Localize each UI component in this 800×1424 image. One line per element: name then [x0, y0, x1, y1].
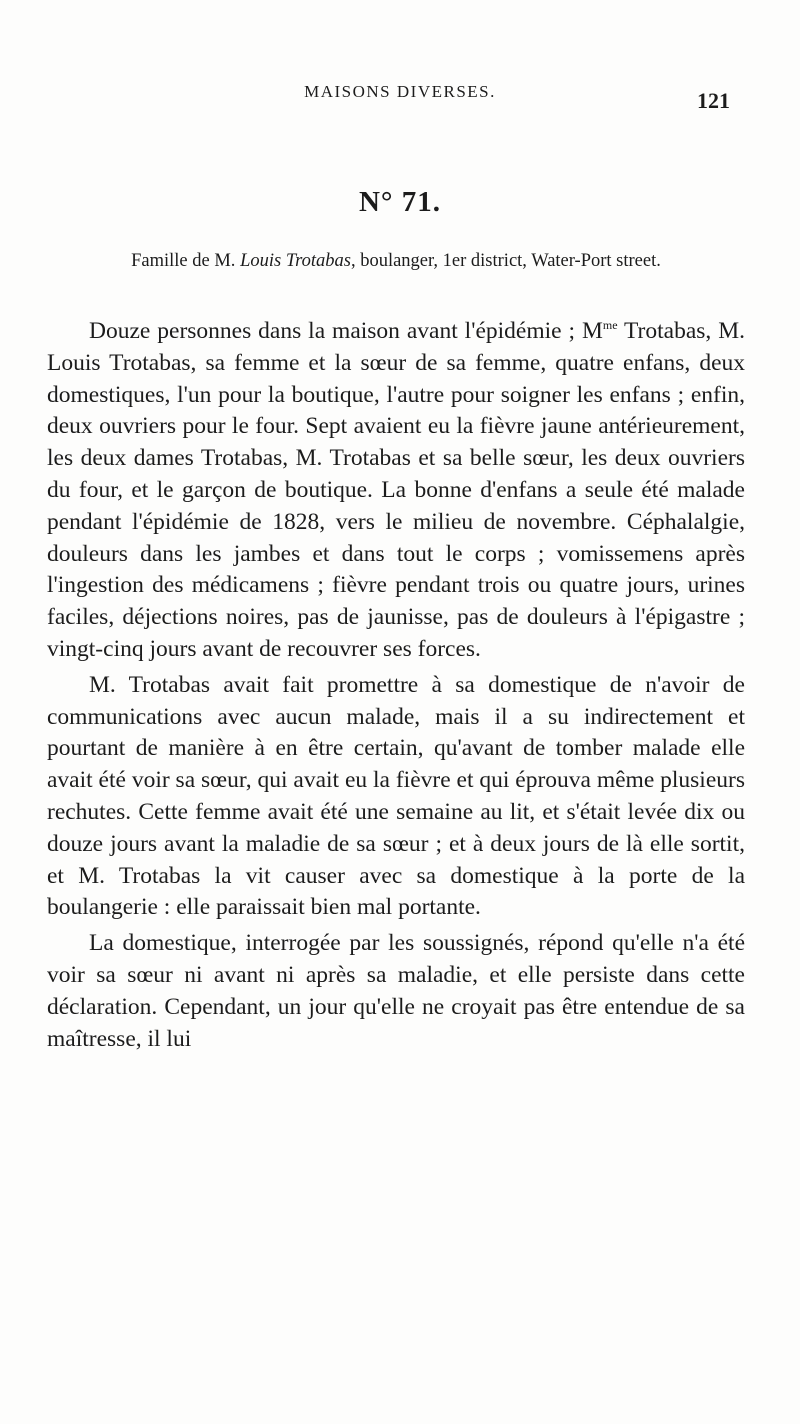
subtitle-prefix: Famille de M.: [131, 251, 241, 271]
entry-subtitle: [46, 248, 746, 275]
paragraph-1-superscript: me: [602, 318, 618, 332]
paragraph-1-lead: Douze personnes dans la maison avant l'épidémie ; M: [89, 318, 603, 344]
subtitle-person-name: Louis Trotabas: [240, 251, 351, 271]
subtitle-suffix: , boulanger, 1er district, Water-Port street.: [350, 251, 661, 271]
paragraph-2: M. Trotabas avait fait promettre à sa domestique de n'avoir de communications avec aucun malade, mais il a su indirectement et pourtant de manière à en être certain, qu'avant de tomber malade elle avait été voir sa sœur, qui avait eu la fièvre et qui éprouva même plusieurs rechutes. Cette femme avait été une semaine au lit, et s'était levée dix ou douze jours avant la maladie de sa sœur ; et à deux jours de là elle sortit, et M. Trotabas la vit causer avec sa domestique à la porte de la boulangerie : elle paraissait bien mal portante.: [47, 671, 745, 921]
running-title: MAISONS DIVERSES.: [304, 82, 496, 101]
page-number: 121: [697, 88, 730, 113]
paragraph-1-text: Trotabas, M. Louis Trotabas, sa femme et la sœur de sa femme, quatre enfans, deux domestiques, l'un pour la boutique, l'autre pour soigner les enfans ; enfin, deux ouvriers pour le four. Sept avaient eu la fièvre jaune antérieurement, les deux dames Trotabas, M. Trotabas et sa belle sœur, les deux ouvriers du four, et le garçon de boutique. La bonne d'enfans a seule été malade pendant l'épidémie de 1828, vers le milieu de novembre. Céphalalgie, douleurs dans les jambes et dans tout le corps ; vomissemens après l'ingestion des médicamens ; fièvre pendant trois ou quatre jours, urines faciles, déjections noires, pas de jaunisse, pas de douleurs à l'épigastre ; vingt-cinq jours avant de recouvrer ses forces.: [47, 318, 745, 662]
paragraph-1: [47, 316, 745, 666]
paragraph-3: La domestique, interrogée par les soussignés, répond qu'elle n'a été voir sa sœur ni avant ni après sa maladie, et elle persiste dans cette déclaration. Cependant, un jour qu'elle ne croyait pas être entendue de sa maîtresse, il lui: [47, 930, 745, 1052]
entry-number: N° 71.: [358, 186, 442, 218]
body-text: [47, 316, 745, 1055]
running-head: [0, 82, 800, 113]
